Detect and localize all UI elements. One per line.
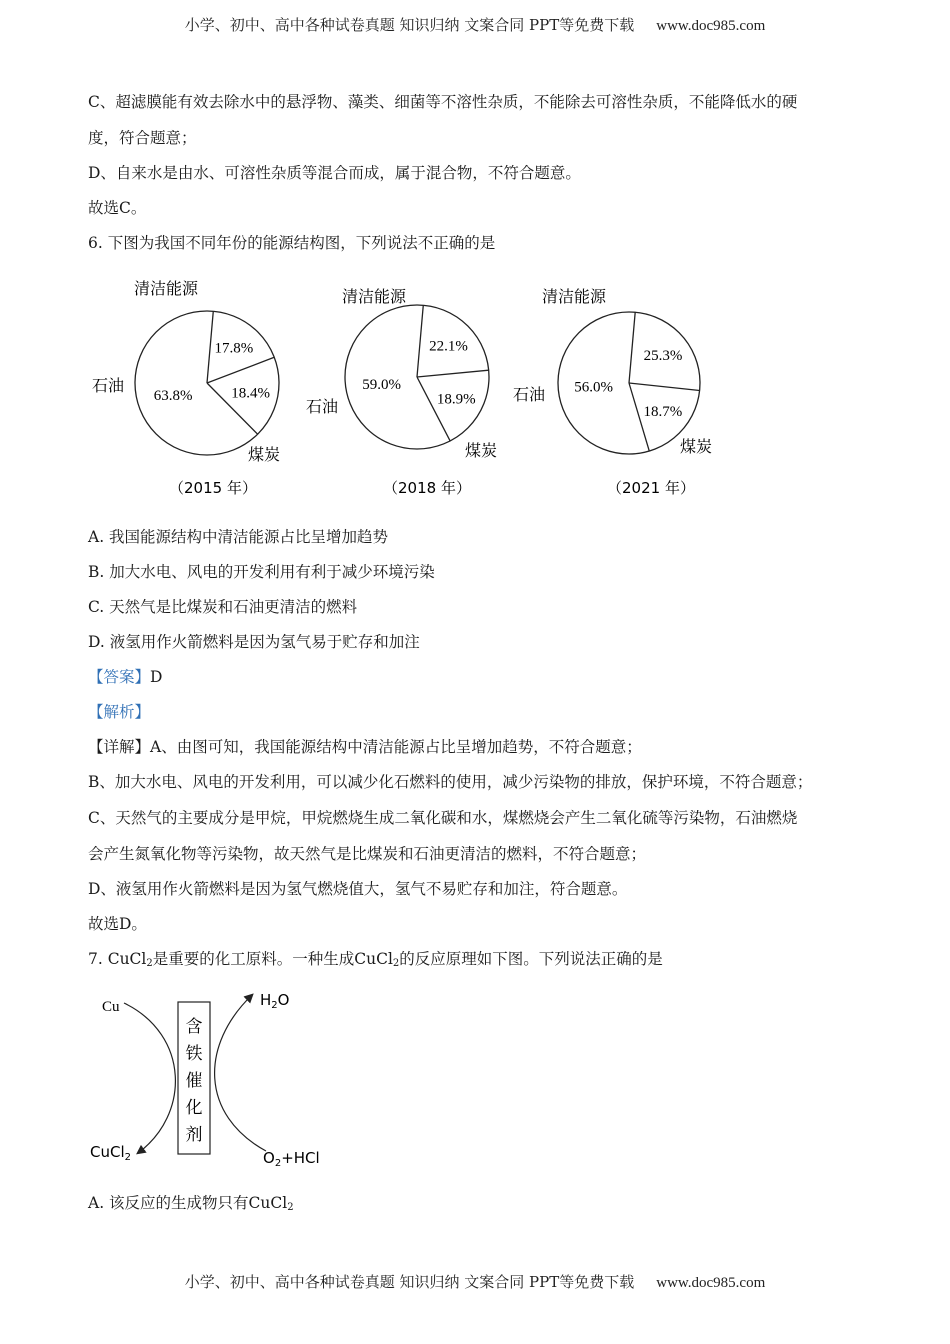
prev-option-d: D、自来水是由水、可溶性杂质等混合而成，属于混合物，不符合题意。 [88, 164, 581, 182]
prev-answer: 故选C。 [88, 199, 147, 217]
q6-analysis-tag [88, 702, 150, 722]
pie-category-label: 清洁能源 [134, 279, 199, 298]
q7-option-a [88, 1193, 294, 1218]
header-text: 小学、初中、高中各种试卷真题 知识归纳 文案合同 PPT等免费下载 [184, 16, 635, 34]
pie-category-label: 清洁能源 [542, 287, 607, 306]
pie-value-label: 17.8% [214, 340, 254, 357]
footer-site-link[interactable]: www.doc985.com [656, 1275, 766, 1291]
arrow-cu-to-cucl2 [124, 1003, 175, 1153]
cucl2-sub: 2 [124, 1152, 131, 1163]
catalyst-char: 剂 [185, 1125, 203, 1145]
q7-stem [88, 949, 663, 974]
pie-category-label: 石油 [306, 397, 339, 416]
q7-stem-sub: 2 [146, 958, 153, 969]
q6-stem: 6. 下图为我国不同年份的能源结构图，下列说法不正确的是 [88, 234, 496, 252]
h2o-part: O [277, 991, 290, 1009]
q6-detail-d: D、液氢用作火箭燃料是因为氢气燃烧值大，氢气不易贮存和加注，符合题意。 [88, 880, 628, 898]
q7-stem-part: 是重要的化工原料。一种生成CuCl [152, 950, 393, 968]
label-o2-hcl [263, 1149, 320, 1169]
label-cu: Cu [102, 999, 120, 1015]
h2o-part: H [260, 991, 272, 1009]
pie-category-label: 煤炭 [248, 445, 281, 464]
q6-option-a: A. 我国能源结构中清洁能源占比呈增加趋势 [88, 528, 389, 546]
pie-category-label: 清洁能源 [342, 287, 407, 306]
label-h2o [260, 991, 289, 1011]
o2-part: +HCl [281, 1149, 320, 1167]
q6-detail-c-line1: C、天然气的主要成分是甲烷，甲烷燃烧生成二氧化碳和水，煤燃烧会产生二氧化硫等污染物，石油燃烧 [88, 809, 798, 827]
prev-option-c-line1: C、超滤膜能有效去除水中的悬浮物、藻类、细菌等不溶性杂质，不能除去可溶性杂质，不能降低水的硬 [88, 93, 798, 111]
cucl2-part: CuCl [90, 1143, 125, 1161]
o2-part: O [263, 1149, 275, 1167]
pie-value-label: 56.0% [574, 379, 614, 396]
catalyst-char: 催 [185, 1071, 203, 1091]
pie-value-label: 63.8% [153, 388, 193, 405]
q7-stem-sub: 2 [392, 958, 400, 969]
h2o-sub: 2 [271, 1000, 278, 1011]
pie-category-label: 煤炭 [465, 441, 498, 460]
pie-year-title: （2015 年） [169, 479, 257, 497]
detail-tag: 【详解】 [88, 738, 151, 756]
pie-category-label: 石油 [513, 385, 546, 404]
pie-value-label: 18.4% [231, 385, 271, 402]
label-cucl2 [90, 1143, 131, 1163]
pie-value-label: 22.1% [429, 338, 468, 355]
pie-value-label: 18.7% [643, 404, 683, 421]
pie-value-label: 18.9% [436, 391, 476, 408]
reaction-diagram [80, 985, 360, 1170]
arrow-o2-to-h2o [215, 995, 266, 1151]
q6-detail-a [88, 737, 642, 757]
catalyst-char: 含 [185, 1017, 203, 1037]
q6-option-d: D. 液氢用作火箭燃料是因为氢气易于贮存和加注 [88, 633, 420, 651]
pie-year-title: （2018 年） [383, 479, 471, 497]
answer-value: D [150, 668, 163, 686]
prev-option-c-line2: 度，符合题意； [88, 129, 197, 147]
pie-year-title: （2021 年） [607, 479, 695, 497]
q6-option-c: C. 天然气是比煤炭和石油更清洁的燃料 [88, 598, 358, 616]
pie-value-label: 59.0% [362, 376, 402, 393]
o2-sub: 2 [274, 1158, 282, 1169]
detail-a-text: A、由图可知，我国能源结构中清洁能源占比呈增加趋势，不符合题意； [150, 738, 642, 756]
header-site-link[interactable]: www.doc985.com [656, 18, 766, 34]
analysis-tag: 【解析】 [88, 703, 151, 721]
page-header [0, 14, 950, 35]
q7-option-a-text: A. 该反应的生成物只有CuCl [88, 1194, 288, 1212]
catalyst-char: 化 [185, 1098, 203, 1118]
q7-option-a-sub: 2 [287, 1202, 294, 1213]
q6-option-b: B. 加大水电、风电的开发利用有利于减少环境污染 [88, 563, 435, 581]
pie-category-label: 石油 [92, 376, 125, 395]
q6-detail-c-line2: 会产生氮氧化物等污染物，故天然气是比煤炭和石油更清洁的燃料，不符合题意； [88, 845, 647, 863]
page-footer [0, 1271, 950, 1292]
q7-stem-part: 7. CuCl [88, 950, 147, 968]
energy-structure-pie-charts [0, 270, 950, 510]
pie-value-label: 25.3% [643, 348, 683, 365]
q6-choose: 故选D。 [88, 915, 147, 933]
pie-category-label: 煤炭 [680, 437, 713, 456]
catalyst-char: 铁 [185, 1044, 203, 1064]
q6-answer [88, 667, 162, 687]
q6-detail-b: B、加大水电、风电的开发利用，可以减少化石燃料的使用，减少污染物的排放，保护环境，不符合题意； [88, 773, 813, 791]
footer-text: 小学、初中、高中各种试卷真题 知识归纳 文案合同 PPT等免费下载 [184, 1273, 635, 1291]
q7-stem-part: 的反应原理如下图。下列说法正确的是 [399, 950, 663, 968]
answer-tag: 【答案】 [88, 668, 151, 686]
